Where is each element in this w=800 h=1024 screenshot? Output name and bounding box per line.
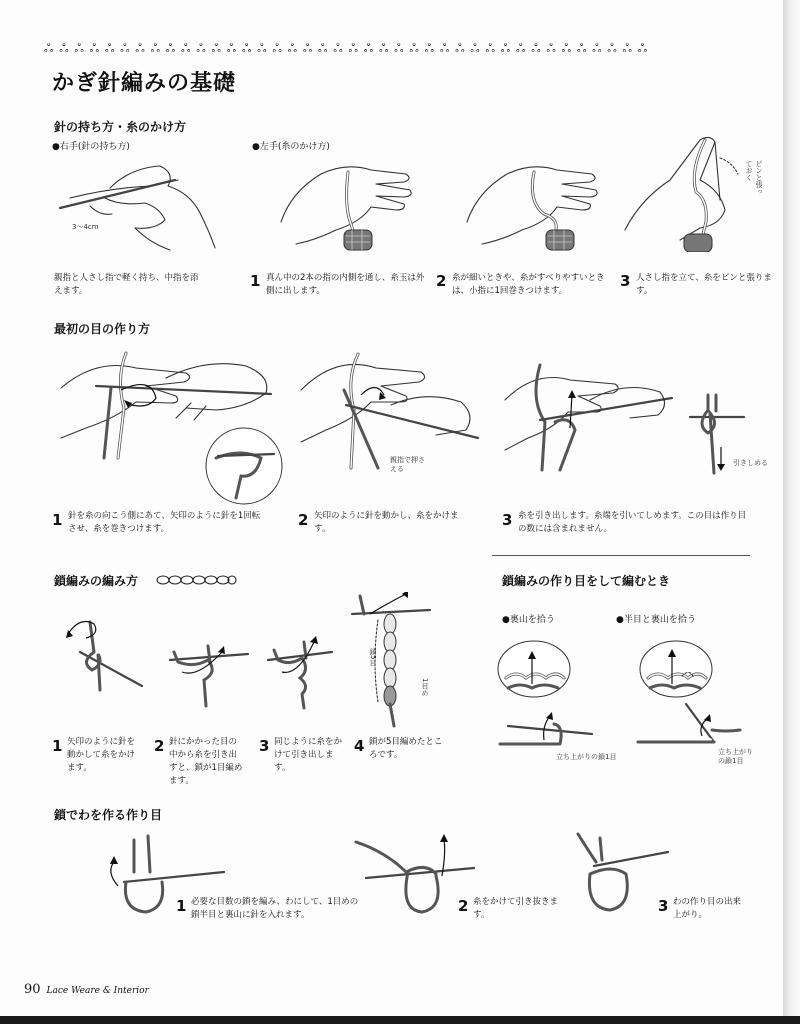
caption-step: 人さし指を立て、糸をピンと張ります。 (636, 273, 772, 296)
step-number: 2 (298, 511, 309, 529)
caption-step: 糸が細いときや、糸がすべりやすいときは、小指に1回巻きつけます。 (452, 273, 605, 296)
section-heading-ring: 鎖でわを作る作り目 (54, 808, 163, 822)
figure-left-hand-1 (276, 152, 416, 252)
figure-first-stitch-1 (56, 348, 286, 508)
figure-ring-3 (572, 830, 670, 918)
section-heading-chain-foundation: 鎖編みの作り目をして編むとき (502, 574, 671, 588)
caption-step: 同じように糸をかけて引き出します。 (274, 737, 343, 773)
step-number: 4 (354, 737, 365, 755)
section-heading-first-stitch: 最初の目の作り方 (54, 322, 151, 336)
figure-first-stitch-3 (500, 360, 680, 480)
step-number: 1 (52, 511, 63, 529)
step-number: 1 (176, 897, 187, 915)
figure-chain-4 (350, 592, 434, 730)
step-number: 3 (259, 737, 270, 755)
page-title: かぎ針編みの基礎 (52, 70, 237, 96)
figure-chain-2 (168, 632, 250, 708)
caption-step: わの作り目の出来上がり。 (673, 897, 742, 920)
caption-step: 矢印のように針を動かして糸をかけます。 (67, 737, 136, 773)
figure-right-hand (50, 158, 220, 258)
chain5-label: 鎖5目 (369, 648, 377, 667)
step-number: 3 (658, 897, 669, 915)
figure-chain-foundation-b (636, 700, 746, 752)
figure-chain-foundation-a (498, 706, 594, 754)
figure-left-hand-3 (620, 130, 750, 252)
subheading-right-hand: ●右手(針の持ち方) (52, 142, 130, 152)
step-number: 1 (250, 272, 261, 290)
pull-label: 引きしめる (733, 459, 768, 467)
chain-symbol-icon (156, 574, 238, 586)
step-number: 2 (458, 897, 469, 915)
caption-step: 鎖が5目編めたところです。 (369, 737, 443, 760)
scan-edge (0, 1016, 800, 1024)
page-number: 90 (24, 982, 41, 997)
step-number: 3 (620, 272, 631, 290)
caption-step: 必要な目数の鎖を編み、わにして、1目めの鎖半目と裏山に針を入れます。 (191, 897, 359, 920)
ornament-border: ஃ ஃ ஃ ஃ ஃ ஃ ஃ ஃ ஃ ஃ ஃ ஃ ஃ ஃ ஃ ஃ ஃ ஃ ஃ ஃ ஃ ஃ ஃ ஃ ஃ ஃ ஃ ஃ ஃ ஃ ஃ ஃ ஃ ஃ ஃ ஃ ஃ ஃ ஃ ஃ (44, 41, 649, 55)
figure-ring-2 (346, 832, 476, 916)
first-stitch-label: 1目め (421, 678, 429, 697)
caption-step: 真ん中の2本の指の内側を通し、糸玉は外側に出します。 (266, 273, 425, 296)
figure-half-and-back-detail (638, 638, 714, 700)
step-number: 2 (154, 737, 165, 755)
figure-chain-1 (60, 612, 146, 692)
figure-left-hand-2 (462, 152, 602, 252)
thumb-label: 親指で押さえる (390, 456, 425, 473)
subheading-left-hand: ●左手(糸のかけ方) (252, 142, 330, 152)
page-gutter (783, 0, 800, 1024)
page-footer (24, 982, 149, 997)
turning-chain-label-b: 立ち上がりの鎖1目 (718, 748, 753, 765)
figure-chain-3 (266, 628, 334, 710)
section-divider (492, 555, 750, 556)
caption-hold: 親指と人さし指で軽く持ち、中指を添えます。 (54, 273, 199, 296)
figure-back-bump-detail (496, 638, 572, 700)
pin-label: ピンと張っておく (745, 160, 763, 195)
turning-chain-label-a: 立ち上がりの鎖1目 (556, 753, 617, 761)
section-heading-chain: 鎖編みの編み方 (54, 574, 139, 588)
subheading-half-and-back: ●半目と裏山を拾う (616, 615, 696, 625)
section-heading-holding: 針の持ち方・糸のかけ方 (54, 120, 187, 134)
caption-step: 矢印のように針を動かし、糸をかけます。 (314, 511, 459, 534)
step-number: 2 (436, 272, 447, 290)
step-number: 1 (52, 737, 63, 755)
caption-step: 糸をかけて引き抜きます。 (473, 897, 559, 920)
publication-name: Lace Weare & Interior (46, 986, 149, 996)
measure-label: 3～4cm (72, 223, 99, 231)
step-number: 3 (502, 511, 513, 529)
caption-step: 針を糸の向こう側にあて、矢印のように針を1回転させ、糸を巻きつけます。 (68, 511, 261, 534)
caption-step: 針にかかった目の中から糸を引き出すと、鎖が1目編めます。 (169, 737, 243, 786)
subheading-back-bump: ●裏山を拾う (502, 615, 555, 625)
caption-step: 糸を引き出します。糸端を引いてしめます。この目は作り目の数には含まれません。 (518, 511, 747, 534)
